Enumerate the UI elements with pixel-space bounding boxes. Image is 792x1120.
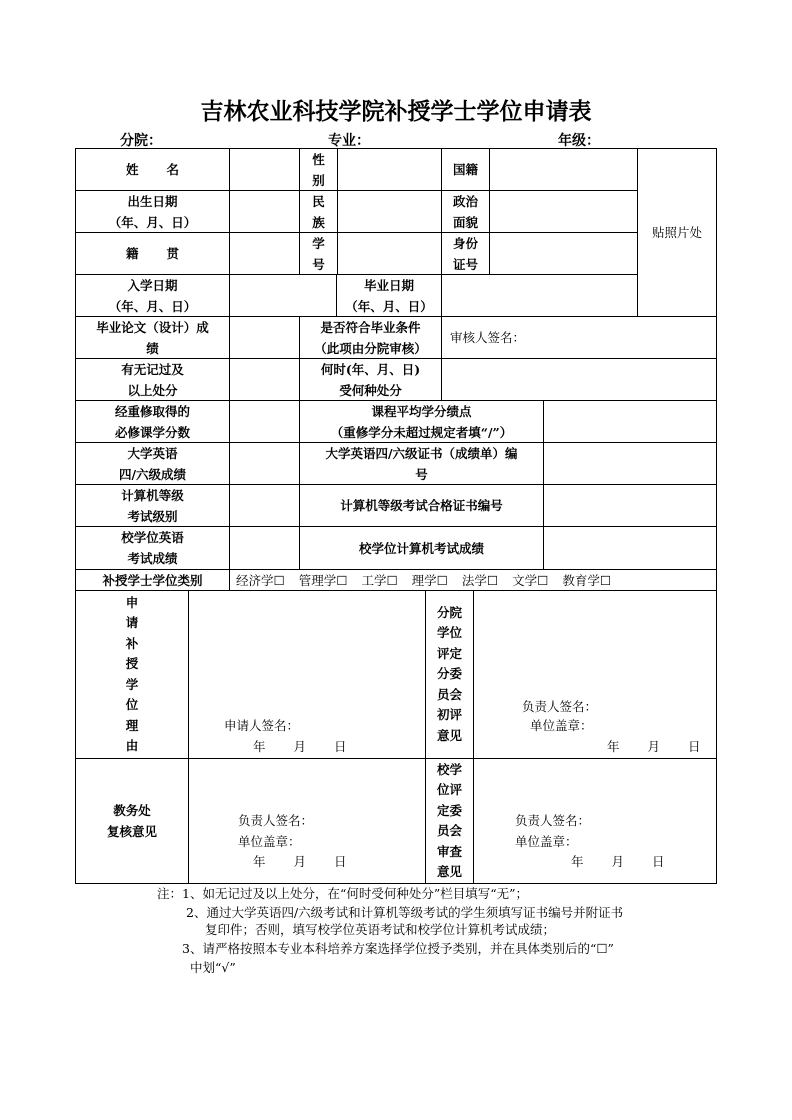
degree-option-education[interactable]: 教育学☐ — [562, 572, 612, 588]
computer-cert-label-cell: 计算机等级考试合格证书编号 — [299, 484, 544, 527]
grade-label: 年级： — [558, 133, 600, 149]
degree-type-options — [229, 569, 717, 591]
photo-cell: 贴照片处 — [637, 148, 717, 317]
branch-responsible-sign-label: 负责人签名： — [522, 699, 598, 714]
thesis-label-cell: 毕业论文（设计）成 绩 — [75, 316, 230, 359]
id-number-field[interactable] — [489, 232, 638, 275]
qualify-label-cell: 是否符合毕业条件 （此项由分院审核） — [299, 316, 442, 359]
computer-cert-field[interactable] — [543, 484, 717, 527]
degree-type-label-cell: 补授学士学位类别 — [75, 569, 230, 591]
reviewer-sign-cell[interactable] — [441, 316, 717, 359]
cet-score-field[interactable] — [229, 442, 300, 485]
retake-credits-label-cell: 经重修取得的 必修课学分数 — [75, 400, 230, 443]
degree-option-economics[interactable]: 经济学☐ — [236, 572, 285, 588]
school-english-field[interactable] — [229, 526, 300, 570]
school-date: 年 月 日 — [571, 854, 665, 869]
degree-option-law[interactable]: 法学☐ — [461, 572, 499, 588]
academic-affairs-label-cell: 教务处 复核意见 — [75, 758, 189, 884]
punishment-when-field[interactable] — [441, 358, 717, 401]
note-2b: 复印件；否则，填写校学位英语考试和校学位计算机考试成绩； — [205, 922, 556, 937]
degree-option-engineering[interactable]: 工学☐ — [361, 572, 398, 588]
punishment-field[interactable] — [229, 358, 300, 401]
degree-option-literature[interactable]: 文学☐ — [512, 572, 549, 588]
punishment-label-cell: 有无记过及 以上处分 — [75, 358, 230, 401]
native-place-label-cell: 籍 贯 — [75, 232, 230, 275]
school-committee-label-cell: 校学 位评 定委 员会 审查 意见 — [425, 758, 474, 884]
gender-field[interactable] — [337, 148, 442, 191]
cet-cert-field[interactable] — [543, 442, 717, 485]
ethnic-label-cell: 民 族 — [299, 190, 338, 233]
degree-option-management[interactable]: 管理学☐ — [298, 572, 348, 588]
cet-score-label-cell: 大学英语 四/六级成绩 — [75, 442, 230, 485]
school-english-label-cell: 校学位英语 考试成绩 — [75, 526, 230, 570]
note-3b: 中划“√” — [190, 960, 236, 975]
student-id-label-cell: 学 号 — [299, 232, 338, 275]
degree-option-science[interactable]: 理学☐ — [411, 572, 448, 588]
academic-date: 年 月 日 — [253, 854, 347, 869]
school-responsible-sign-label: 负责人签名： — [515, 813, 591, 828]
applicant-sign-label: 申请人签名： — [224, 718, 300, 733]
cet-cert-label-cell: 大学英语四/六级证书（成绩单）编 号 — [299, 442, 544, 485]
reason-label-cell: 申 请 补 授 学 位 理 由 — [75, 590, 189, 759]
page-title: 吉林农业科技学院补授学士学位申请表 — [200, 98, 592, 125]
major-label: 专业： — [328, 133, 370, 149]
academic-responsible-sign-label: 负责人签名： — [238, 813, 314, 828]
native-place-field[interactable] — [229, 232, 300, 275]
academic-unit-seal-label: 单位盖章： — [238, 834, 301, 849]
applicant-date: 年 月 日 — [253, 739, 347, 754]
branch-date: 年 月 日 — [607, 739, 701, 754]
computer-level-field[interactable] — [229, 484, 300, 527]
branch-committee-field[interactable] — [473, 590, 717, 759]
branch-committee-label-cell: 分院 学位 评定 分委 员会 初评 意见 — [425, 590, 474, 759]
note-3a: 3、请严格按照本专业本科培养方案选择学位授予类别，并在具体类别后的“☐” — [182, 941, 614, 956]
name-field[interactable] — [229, 148, 300, 191]
reviewer-sign-label: 审核人签名： — [450, 330, 526, 345]
nationality-label-cell: 国籍 — [441, 148, 490, 191]
school-unit-seal-label: 单位盖章： — [515, 834, 578, 849]
enroll-date-field[interactable] — [229, 274, 337, 317]
gpa-label-cell: 课程平均学分绩点 （重修学分未超过规定者填“/”） — [299, 400, 544, 443]
gender-label-cell: 性 别 — [299, 148, 338, 191]
computer-level-label-cell: 计算机等级 考试级别 — [75, 484, 230, 527]
grad-date-field[interactable] — [441, 274, 638, 317]
note-2a: 2、通过大学英语四/六级考试和计算机等级考试的学生须填写证书编号并附证书 — [186, 905, 624, 920]
political-field[interactable] — [489, 190, 638, 233]
grad-date-label-cell: 毕业日期 （年、月、日） — [336, 274, 442, 317]
birth-date-field[interactable] — [229, 190, 300, 233]
student-id-field[interactable] — [337, 232, 442, 275]
ethnic-field[interactable] — [337, 190, 442, 233]
political-label-cell: 政治 面貌 — [441, 190, 490, 233]
id-number-label-cell: 身份 证号 — [441, 232, 490, 275]
branch-unit-seal-label: 单位盖章： — [530, 718, 593, 733]
retake-credits-field[interactable] — [229, 400, 300, 443]
birth-date-label-cell: 出生日期 （年、月、日） — [75, 190, 230, 233]
thesis-field[interactable] — [229, 316, 300, 359]
nationality-field[interactable] — [489, 148, 638, 191]
school-computer-label-cell: 校学位计算机考试成绩 — [299, 526, 544, 570]
punishment-when-label-cell: 何时(年、月、日) 受何种处分 — [299, 358, 442, 401]
name-label-cell: 姓 名 — [75, 148, 230, 191]
branch-label: 分院： — [120, 133, 162, 149]
gpa-field[interactable] — [543, 400, 717, 443]
note-1: 注：1、如无记过及以上处分，在“何时受何种处分”栏目填写“无”； — [157, 886, 529, 901]
school-computer-field[interactable] — [543, 526, 717, 570]
enroll-date-label-cell: 入学日期 （年、月、日） — [75, 274, 230, 317]
